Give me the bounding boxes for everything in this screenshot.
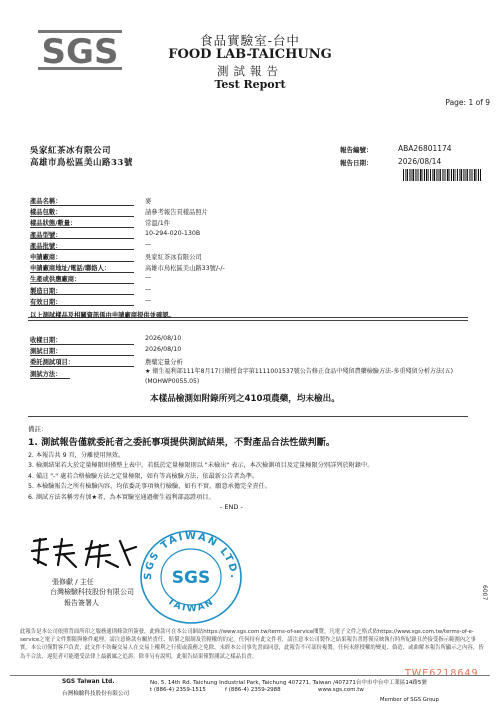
row-underline: [30, 249, 134, 250]
svg-text:TAIWAN: [165, 597, 216, 615]
sample-row-label: 申請廠商：: [30, 254, 62, 261]
footer-phone: t (886-4) 2359-1515: [150, 687, 206, 693]
side-code: 6007: [481, 585, 488, 601]
row-underline: [30, 261, 134, 262]
row-underline: [30, 227, 134, 228]
sample-row-value: 高雄市鳥松區美山路33號/-/-: [145, 265, 225, 273]
row-underline: [30, 378, 70, 379]
footer-fax: f (886-4) 2359-2988: [225, 687, 281, 693]
row-underline: [30, 366, 134, 367]
end-mark: - END -: [220, 503, 243, 511]
sample-row-value: 吳家紅茶冰有限公司: [145, 254, 202, 261]
sample-row-value: —: [145, 274, 152, 282]
sample-row-label: 產品名稱：: [30, 198, 62, 205]
remark-item: 5. 本檢驗報告之所有檢驗內容，均依委託事項執行檢驗，如有不實，願意承擔完全責任。: [28, 483, 271, 491]
sample-row-label: 生產或供應廠商：: [30, 276, 81, 284]
sample-row-value: 請參考報告頁樣品照片: [145, 209, 208, 217]
header-title-cn: 食品實驗室-台中: [200, 33, 300, 48]
remark-item: 4. 備註 "-" 處若合格檢驗方法之定量極限，如有等高檢驗方法，依最新公告者為準。: [28, 472, 259, 480]
footer-company-cn: 台灣檢驗科技股份有限公司: [62, 691, 130, 697]
report-number-label: 報告編號：: [340, 146, 373, 154]
report-number: ABA26801174: [398, 144, 452, 153]
test-row-value: 2026/08/10: [145, 335, 182, 342]
sgs-logo: [38, 30, 122, 70]
sample-row-value: —: [145, 240, 152, 248]
test-row-value: 農藥定量分析: [145, 359, 183, 366]
report-date-label: 報告日期：: [340, 159, 373, 167]
row-underline: [30, 355, 134, 356]
signer-organization: 台灣檢驗科技股份有限公司: [50, 588, 134, 596]
signer-name: 張修獻 / 主任: [52, 578, 94, 586]
customer-name: 吳家紅茶冰有限公司: [30, 146, 112, 156]
report-date: 2026/08/14: [398, 157, 442, 166]
sample-row-label: 申請廠商地址/電話/聯絡人：: [30, 265, 111, 273]
row-underline: [30, 216, 134, 217]
remark-main: 1. 測試報告僅就委託者之委託事項提供測試結果，不對產品合法性做判斷。: [28, 437, 336, 448]
row-underline: [30, 283, 134, 284]
sample-row-value: 麥: [145, 198, 152, 205]
sample-note: 以上測試樣品及相關資訊係由申請廠商提供並確認。: [30, 312, 175, 319]
seal-ring-text: SGS TAIWAN LTD.: [142, 530, 240, 581]
signer-role: 報告簽署人: [64, 599, 99, 607]
sample-row-value: —: [145, 285, 152, 293]
row-underline: [30, 272, 134, 273]
test-row-label: 測試日期：: [30, 348, 62, 355]
header-subtitle-en: Test Report: [214, 78, 286, 91]
sample-row-label: 產品型號：: [30, 231, 62, 239]
footer-company: SGS Taiwan Ltd.: [62, 679, 115, 685]
sample-row-label: 樣品狀態/數量：: [30, 220, 77, 228]
separator-line: [28, 320, 468, 321]
footer-address: No. 5, 14th Rd. Taichung Industrial Park, Taichung 407271, Taiwan /407271台中市中台中工業區14路5號: [150, 680, 427, 686]
remarks-title: 備註：: [28, 425, 48, 433]
separator-line: [28, 416, 468, 417]
row-underline: [30, 205, 134, 206]
header-subtitle-cn: 測試報告: [217, 64, 283, 78]
sgs-logo-text: SGS: [41, 32, 119, 70]
seal-bottom-text: TAIWAN: [165, 596, 217, 615]
sample-row-value: 10-294-020-130B: [145, 229, 201, 237]
row-underline: [30, 238, 134, 239]
footer-website[interactable]: www.sgs.com.tw: [318, 687, 364, 693]
remark-item: 2. 本報告共 9 頁，分離使用無效。: [28, 452, 125, 459]
header-title-en: FOOD LAB-TAICHUNG: [168, 47, 332, 62]
row-underline: [30, 305, 134, 306]
sample-row-label: 產品批號：: [30, 242, 62, 250]
row-underline: [30, 294, 134, 295]
sample-row-value: 常溫/1件: [145, 220, 171, 228]
method-note: ★ 衛生福利部111年8月17日衛授食字第1111001537號公告修正食品中殘留農藥檢驗方法-多重殘留分析方法(五)(MOHWP0055.05): [145, 368, 453, 385]
sample-row-value: —: [145, 296, 152, 304]
remark-item: 6. 測試方法名稱旁有加★者，為本實驗室通過衛生福利部認證項目。: [28, 493, 215, 501]
customer-address: 高雄市鳥松區美山路33號: [30, 158, 133, 168]
handwritten-signature: [28, 535, 138, 571]
footer-member: Member of SGS Group: [380, 697, 439, 703]
test-row-label: 委託測試項目：: [30, 359, 75, 366]
test-result: 本樣品檢測如附錄所列之410項農藥，均未檢出。: [150, 394, 340, 404]
method-label: 測試方法：: [30, 371, 62, 378]
page-number: Page: 1 of 9: [445, 98, 490, 107]
sample-row-label: 製造日期：: [30, 287, 62, 295]
barcode-image: [403, 169, 481, 181]
document-serial-number: TWE6218649: [405, 668, 479, 679]
sample-row-label: 樣品包數：: [30, 209, 62, 217]
sample-row-label: 有效日期：: [30, 298, 62, 306]
footer-divider: [10, 675, 490, 676]
sgs-taiwan-seal: [133, 525, 249, 625]
test-row-value: 2026/08/10: [145, 346, 182, 353]
disclaimer-text: 此報告是本公司依照背面所印之服務通則條款所簽發，此條款可在本公司網站https://www.sgs.com.tw/terms-of-service閱覽，凡電子文件之格式依https://www.sgs.com.tw/terms-of-e-service之電子文件期限與條件處理。請注意條款有關於責任、賠償之限制及管轄權的約定。任何持有此文件者，請注意本公司製作之結果報告書將僅反映執行時所紀錄且於接受指示範圍內之事實。本公司僅對客戶負責，此文件不妨礙交易人在交易上權利之行使或義務之免除。未經本公司事先書面同意，此報告不可部份複製。任何未經授權的變更、偽造、或曲解本報告所顯示之內容，皆為不合法，違犯者可能遭受法律上最嚴厲之追訴。除非另有說明，此報告結果僅對測試之樣品負責。: [20, 629, 484, 660]
test-row-label: 收樣日期：: [30, 337, 62, 344]
remark-item: 3. 檢測結果若大於定量極限則僅整上表中，若低於定量極限則以 "未檢出" 表示，本次檢測項目及定量極限分別詳列於附錄中。: [28, 462, 374, 470]
row-underline: [30, 344, 134, 345]
seal-center-text: SGS: [171, 568, 211, 588]
